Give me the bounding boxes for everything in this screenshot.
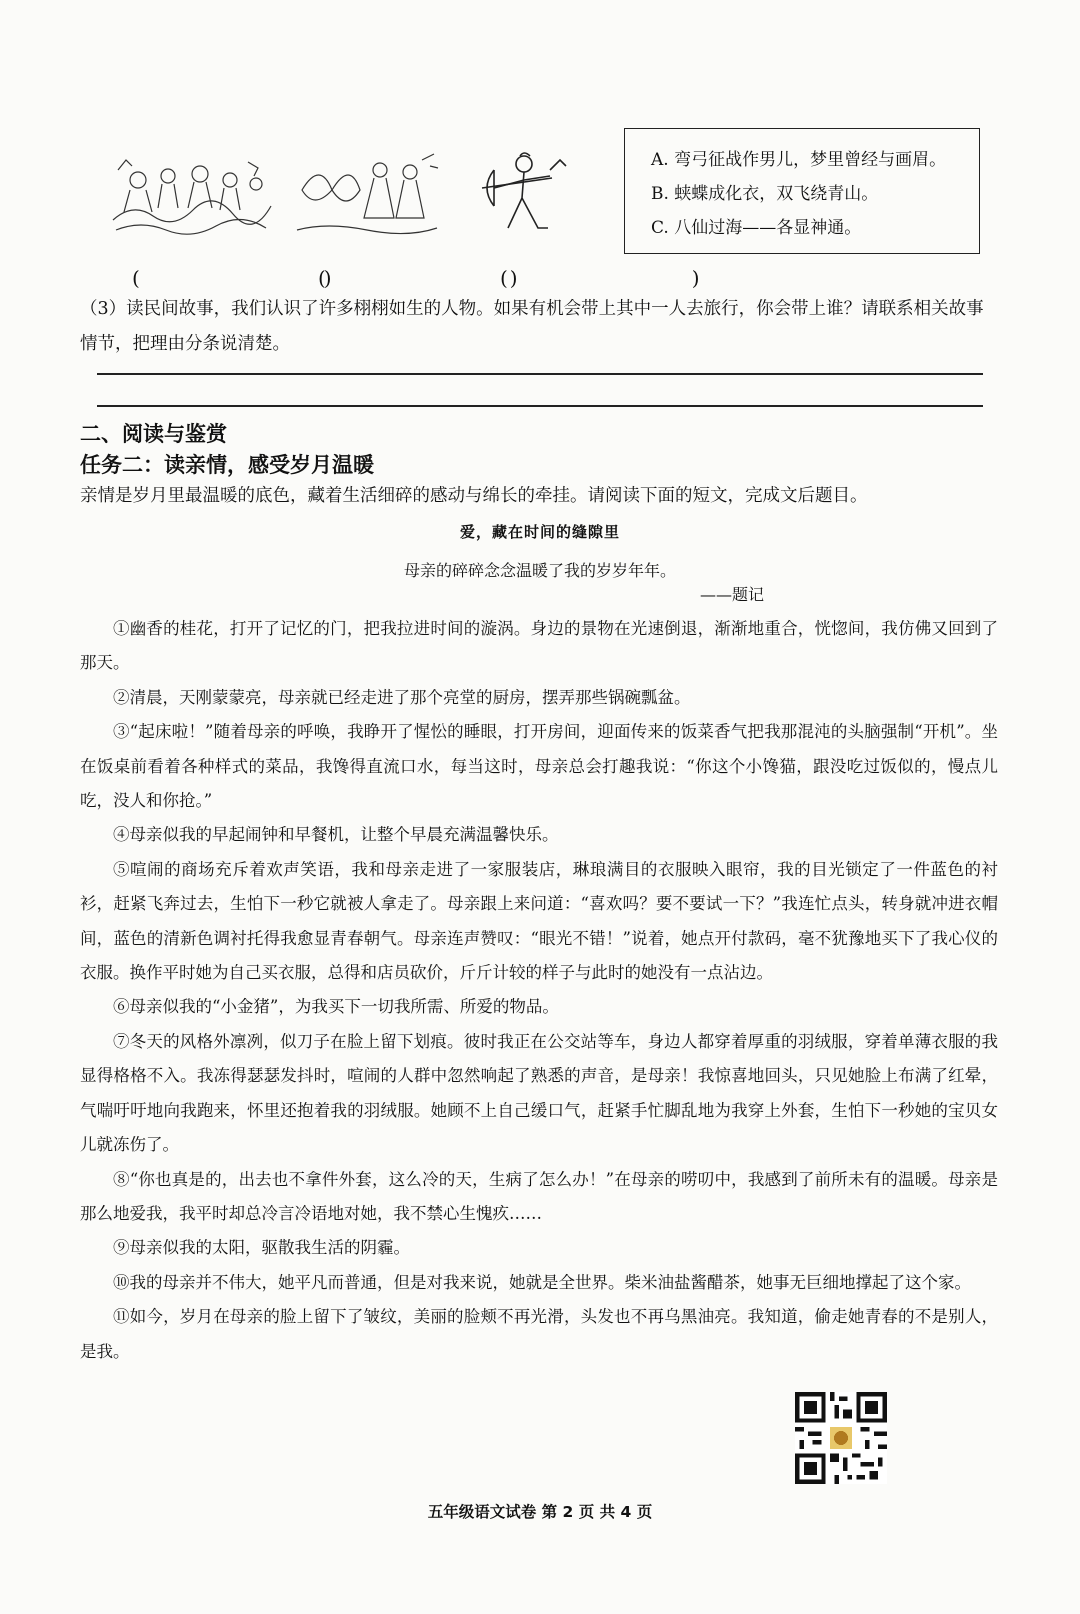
paragraph-9: ⑨母亲似我的太阳，驱散我生活的阴霾。 <box>113 1238 410 1258</box>
answer-blank-1[interactable]: ( ) <box>132 266 380 290</box>
paragraph-8: ⑧“你也真是的，出去也不拿件外套，这么冷的天，生病了怎么办！”在母亲的唠叨中，我感到了前所未有的温暖。母亲是那么地爱我，我平时却总冷言冷语地对她，我不禁心生愧疚…… <box>80 1169 998 1223</box>
epigraph: 母亲的碎碎念念温暖了我的岁岁年年。 <box>403 561 676 580</box>
illustration-eight-immortals <box>108 150 273 238</box>
illustration-archer <box>480 150 575 238</box>
answer-blank-2[interactable]: ( ) <box>318 266 566 290</box>
butterfly-lovers-image <box>292 150 442 238</box>
section-heading: 二、阅读与鉴赏 <box>80 422 227 446</box>
eight-immortals-image <box>108 150 273 238</box>
paragraph-4: ④母亲似我的早起闹钟和早餐机，让整个早晨充满温馨快乐。 <box>113 825 559 845</box>
story-body <box>80 612 998 1369</box>
paragraph-11: ⑪如今，岁月在母亲的脸上留下了皱纹，美丽的脸颊不再光滑，头发也不再乌黑油亮。我知道，偷走她青春的不是别人，是我。 <box>80 1307 998 1361</box>
page-footer: 五年级语文试卷 第 2 页 共 4 页 <box>427 1503 653 1521</box>
qr-code-icon <box>795 1392 887 1484</box>
reading-intro: 亲情是岁月里最温暖的底色，藏着生活细碎的感动与绵长的牵挂。请阅读下面的短文，完成文后题目。 <box>80 486 868 506</box>
option-a: A. 弯弓征战作男儿，梦里曾经与画眉。 <box>651 150 947 170</box>
task-heading: 任务二：读亲情，感受岁月温暖 <box>80 453 374 477</box>
option-c: C. 八仙过海——各显神通。 <box>651 218 862 238</box>
paragraph-5: ⑤喧闹的商场充斥着欢声笑语，我和母亲走进了一家服装店，琳琅满目的衣服映入眼帘，我的目光锁定了一件蓝色的衬衫，赶紧飞奔过去，生怕下一秒它就被人拿走了。母亲跟上来问道：“喜欢吗？要不要试一下？”我连忙点头，转身就冲进衣帽间，蓝色的清新色调衬托得我愈显青春朝气。母亲连声赞叹：“眼光不错！”说着，她点开付款码，毫不犹豫地买下了我心仪的衣服。换作平时她为自己买衣服，总得和店员砍价，斤斤计较的样子与此时的她没有一点沾边。 <box>80 859 998 983</box>
paragraph-3: ③“起床啦！”随着母亲的呼唤，我睁开了惺忪的睡眼，打开房间，迎面传来的饭菜香气把我那混沌的头脑强制“开机”。坐在饭桌前看着各种样式的菜品，我馋得直流口水，每当这时，母亲总会打趣我说：“你这个小馋猫，跟没吃过饭似的，慢点儿吃，没人和你抢。” <box>80 722 998 811</box>
epigraph-source: ——题记 <box>700 585 765 604</box>
paragraph-10: ⑩我的母亲并不伟大，她平凡而普通，但是对我来说，她就是全世界。柴米油盐酱醋茶，她事无巨细地撑起了这个家。 <box>113 1272 971 1292</box>
qr-code[interactable] <box>795 1392 887 1484</box>
paragraph-1: ①幽香的桂花，打开了记忆的门，把我拉进时间的漩涡。身边的景物在光速倒退，渐渐地重合，恍惚间，我仿佛又回到了那天。 <box>80 619 998 673</box>
paragraph-2: ②清晨，天刚蒙蒙亮，母亲就已经走进了那个亮堂的厨房，摆弄那些锅碗瓢盆。 <box>113 687 691 707</box>
answer-line-2[interactable] <box>97 405 983 407</box>
answer-line-1[interactable] <box>97 373 983 375</box>
options-box <box>624 128 980 254</box>
archer-image <box>480 150 575 238</box>
question-3: （3）读民间故事，我们认识了许多栩栩如生的人物。如果有机会带上其中一人去旅行，你会带上谁？请联系相关故事情节，把理由分条说清楚。 <box>80 299 984 354</box>
answer-blank-3[interactable]: ( ) <box>500 266 748 290</box>
paragraph-6: ⑥母亲似我的“小金猪”，为我买下一切我所需、所爱的物品。 <box>113 997 559 1017</box>
option-b: B. 蛱蝶成化衣，双飞绕青山。 <box>651 184 879 204</box>
story-title: 爱，藏在时间的缝隙里 <box>459 523 620 541</box>
paragraph-7: ⑦冬天的风格外凛冽，似刀子在脸上留下划痕。彼时我正在公交站等车，身边人都穿着厚重的羽绒服，穿着单薄衣服的我显得格格不入。我冻得瑟瑟发抖时，喧闹的人群中忽然响起了熟悉的声音，是母亲！我惊喜地回头，只见她脸上布满了红晕，气喘吁吁地向我跑来，怀里还抱着我的羽绒服。她顾不上自己缓口气，赶紧手忙脚乱地为我穿上外套，生怕下一秒她的宝贝女儿就冻伤了。 <box>80 1031 998 1155</box>
illustration-butterflies <box>292 150 442 238</box>
